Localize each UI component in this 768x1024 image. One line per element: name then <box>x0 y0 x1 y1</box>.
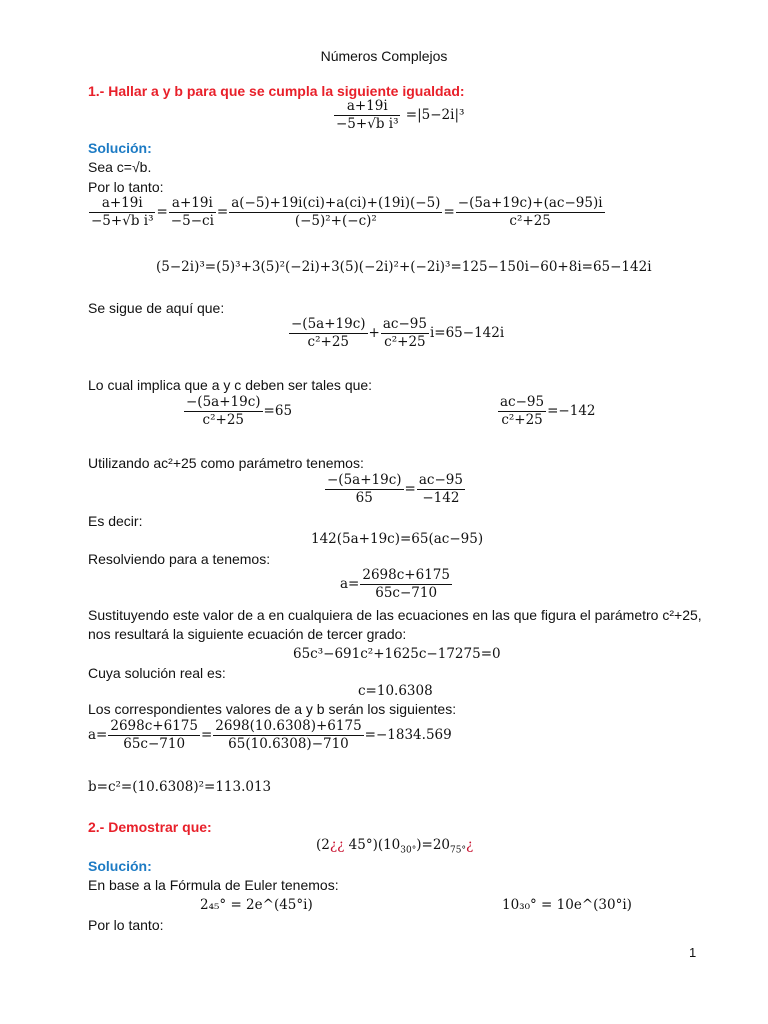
equation-lhs: a= <box>340 576 360 592</box>
fraction-numerator: a+19i <box>334 98 400 116</box>
equation-cube: (5−2i)³=(5)³+3(5)²(−2i)+3(5)(−2i)²+(−2i)³=125−150i−60+8i=65−142i <box>156 259 652 275</box>
fraction-denominator: −5+√b i³ <box>336 116 399 132</box>
page-title: Números Complejos <box>320 48 448 64</box>
fraction-numerator: ac−95 <box>382 316 427 332</box>
text-euler: En base a la Fórmula de Euler tenemos: <box>88 877 339 893</box>
equation-rhs: i=65−142i <box>429 325 505 341</box>
text-los-correspondientes: Los correspondientes valores de a y b serán los siguientes: <box>88 701 457 717</box>
equation-expansion: $\frac{a+19i}{\text{−5+√b i³}}$ = $\frac{a+19i}{-5-ci}$ = $\frac{a(-5)+19i(ci)+a(ci)+(19i)(-5)}{\text{(−5)²+(−c)²}}$ = $\frac{-(5a+19c)+(ac-95)i}{\text{c²+25}}$ <box>91 195 603 229</box>
fraction-denominator: c²+25 <box>501 412 543 428</box>
equation-glyph-error: ¿ <box>465 837 474 853</box>
fraction-denominator: (−5)²+(−c)² <box>294 213 377 229</box>
page-number: 1 <box>689 945 697 960</box>
section-1-heading: 1.- Hallar a y b para que se cumpla la siguiente igualdad: <box>88 83 465 99</box>
fraction-numerator: −(5a+19c) <box>291 316 366 332</box>
equation-rhs: =−1834.569 <box>364 727 452 743</box>
equation-part: 45°)(10 <box>344 837 401 853</box>
fraction-denominator: −5−ci <box>170 213 214 229</box>
fraction-numerator: a+19i <box>169 195 216 213</box>
fraction-numerator: 2698(10.6308)+6175 <box>215 718 362 734</box>
fraction-denominator: −142 <box>422 490 460 506</box>
text-por-lo-tanto-2: Por lo tanto: <box>88 917 164 933</box>
equation-euler-b: 10₃₀° = 10e^(30°i) <box>502 897 632 913</box>
equation-subscript: 30° <box>400 845 417 856</box>
fraction-denominator: 65(10.6308)−710 <box>228 736 349 752</box>
fraction-numerator: −(5a+19c)+(ac−95)i <box>457 195 603 211</box>
text-resolviendo: Resolviendo para a tenemos: <box>88 551 271 567</box>
text-utilizando: Utilizando ac²+25 como parámetro tenemos: <box>88 455 364 471</box>
text-se-sigue: Se sigue de aquí que: <box>88 300 225 316</box>
fraction-numerator: a(−5)+19i(ci)+a(ci)+(19i)(−5) <box>231 195 441 211</box>
equation-complex-form: $\frac{-(5a+19c)}{\text{c²+25}}$ + $\frac{ac-95}{\text{c²+25}}$ i=65−142i <box>291 316 505 350</box>
fraction-denominator: c²+25 <box>384 334 426 350</box>
equation-rhs: =−142 <box>547 403 596 419</box>
equation-imag-part <box>497 394 596 429</box>
fraction-denominator: −5+√b i³ <box>91 213 154 229</box>
section-2-heading: 2.- Demostrar que: <box>88 819 212 835</box>
equation-linear: 142(5a+19c)=65(ac−95) <box>311 531 484 547</box>
solution-label-2: Solución: <box>88 858 152 874</box>
equation-glyph-error: ¿¿ <box>329 837 345 853</box>
equation-parameter: $\frac{-(5a+19c)}{65}$ = $\frac{ac-95}{-142}$ <box>327 472 463 506</box>
fraction-numerator: −(5a+19c) <box>327 472 402 488</box>
text-es-decir: Es decir: <box>88 513 143 529</box>
equation-b-value: b=c²=(10.6308)²=113.013 <box>88 779 272 795</box>
text-sustituyendo-1: Sustituyendo este valor de a en cualquiera de las ecuaciones en las que figura el parámetro c²+25, <box>88 607 702 623</box>
equation-c-value: c=10.6308 <box>358 683 433 699</box>
equation-part: (2 <box>316 837 330 853</box>
solution-label: Solución: <box>88 140 152 156</box>
text-por-lo-tanto: Por lo tanto: <box>88 179 164 195</box>
equation-part: )=20 <box>416 837 450 853</box>
equation-subscript: 75° <box>450 845 466 856</box>
text-lo-cual: Lo cual implica que a y c deben ser tales que: <box>88 377 373 393</box>
equation-lhs: a= <box>88 727 108 743</box>
fraction-denominator: 65 <box>355 490 373 506</box>
equation-rhs: =|5−2i|³ <box>405 107 465 123</box>
equation-a <box>340 567 453 602</box>
text-sea: Sea c=√b. <box>88 159 152 175</box>
fraction-numerator: 2698c+6175 <box>362 567 450 583</box>
equation-cubic: 65c³−691c²+1625c−17275=0 <box>293 646 501 662</box>
fraction-numerator: ac−95 <box>500 394 545 410</box>
fraction-denominator: c²+25 <box>202 412 244 428</box>
equation-main <box>333 98 464 133</box>
fraction-numerator: ac−95 <box>418 472 463 488</box>
text-sustituyendo-2: nos resultará la siguiente ecuación de tercer grado: <box>88 626 407 642</box>
equation-demostrar <box>316 836 473 860</box>
fraction-denominator: c²+25 <box>509 213 551 229</box>
fraction-denominator: 65c−710 <box>375 585 438 601</box>
text-cuya: Cuya solución real es: <box>88 665 226 681</box>
equation-a-value: a= $\frac{2698c+6175}{65c-710}$ = $\frac{2698(10.6308)+6175}{65(10.6308)-710}$ =−1834.569 <box>88 718 452 752</box>
equation-euler-a: 2₄₅° = 2e^(45°i) <box>200 897 313 913</box>
equation-real-part <box>183 394 292 429</box>
equation-rhs: =65 <box>263 403 293 419</box>
fraction-numerator: −(5a+19c) <box>186 394 261 410</box>
fraction-numerator: 2698c+6175 <box>110 718 198 734</box>
fraction-numerator: a+19i <box>89 195 155 213</box>
fraction-denominator: 65c−710 <box>123 736 186 752</box>
fraction-denominator: c²+25 <box>307 334 349 350</box>
